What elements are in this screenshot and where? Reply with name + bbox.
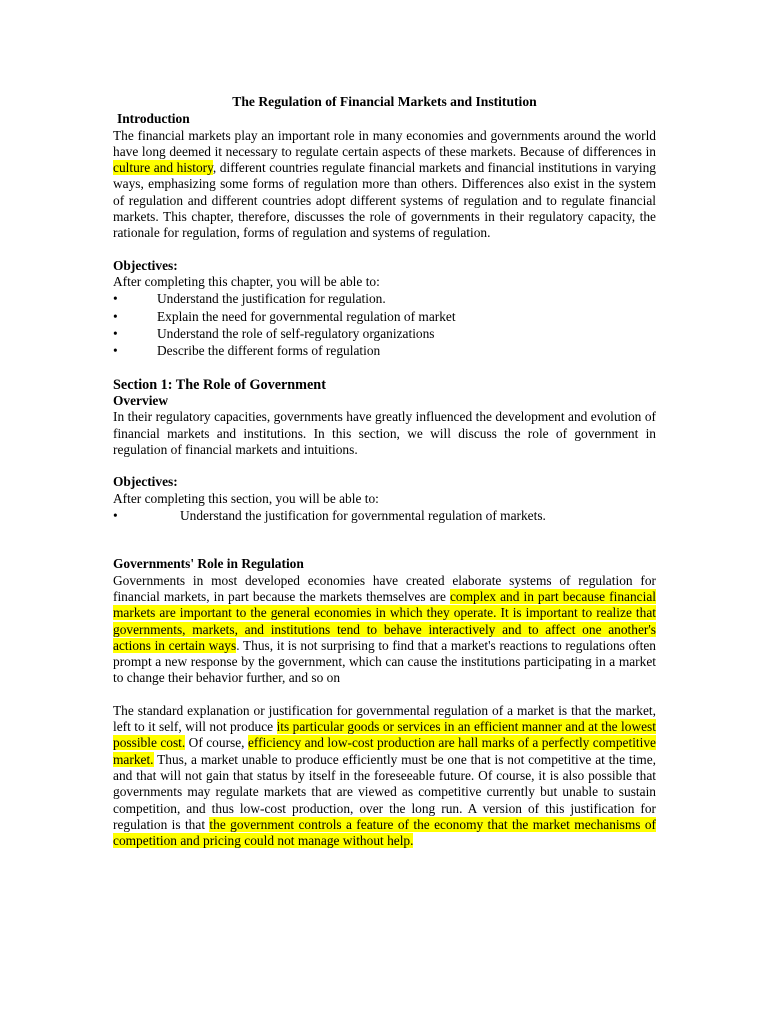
list-item (113, 290, 656, 307)
list-item (113, 308, 656, 325)
bullet-icon: • (113, 507, 118, 523)
intro-text-2: , different countries regulate financial markets and financial institutions in varying ways, emphasizing some forms of regulation more than others. Differences also exist in the system of regulation and different countries adopt different systems of regulation and to regulate financial markets. This chapter, therefore, discusses the role of governments in their regulatory capacity, the rationale for regulation, forms of regulation and systems of regulation. (113, 160, 656, 241)
intro-text-1: The financial markets play an important role in many economies and governments around the world have long deemed it necessary to regulate certain aspects of these markets. Because of differences in (113, 127, 656, 159)
objectives-lead-chapter: After completing this chapter, you will be able to: (113, 273, 380, 289)
list-item-text: Understand the justification for regulation. (157, 291, 386, 307)
gov-text-2a: The standard explanation or justification for governmental regulation of a market is that the market, left to it self, will not produce (113, 702, 656, 735)
list-item (113, 342, 656, 359)
objectives-heading-chapter: Objectives: (113, 257, 178, 273)
governments-role-heading: Governments' Role in Regulation (113, 556, 304, 572)
objectives-lead-section: After completing this section, you will be able to: (113, 490, 379, 506)
highlight-efficient-manner: its particular goods or services in an efficient manner and at the lowest possible cost. (113, 719, 656, 751)
list-item (113, 325, 656, 342)
highlight-culture-history: culture and history (113, 160, 213, 176)
section-1-heading: Section 1: The Role of Government (113, 376, 326, 393)
document-body (113, 94, 656, 849)
gov-text-1a: Governments in most developed economies have created elaborate systems of regulation for financial markets, in part because the markets themselves are (113, 572, 656, 604)
highlight-complex-markets: complex and in part because financial markets are important to the general economies in which they operate. It is important to realize that governments, markets, and institutions tend to behave interactively and to affect one another's actions in certain ways (113, 588, 656, 653)
list-item-text: Describe the different forms of regulation (157, 343, 381, 359)
list-item-text: Explain the need for governmental regulation of market (157, 308, 456, 324)
list-item (113, 507, 656, 524)
gov-text-2c: Thus, a market unable to produce efficiently must be one that is not competitive at the time, and that will not gain that status by itself in the foreseeable future. Of course, it is also possible that governments may regulate markets that are viewed as competitive currently but unable to sustain competition, and thus low-cost production, over the long run. A version of this justification for regulation is that (113, 751, 656, 832)
overview-heading: Overview (113, 393, 169, 409)
introduction-paragraph (113, 128, 656, 242)
highlight-government-controls: the government controls a feature of the economy that the market mechanisms of competition and pricing could not manage without help. (113, 816, 656, 849)
objectives-list-section (113, 507, 656, 524)
bullet-icon: • (113, 291, 118, 307)
gov-text-1b: . Thus, it is not surprising to find that a market's reactions to regulations often prompt a new response by the government, which can cause the institutions participating in a market to change their behavior further, and so on (113, 637, 657, 686)
overview-paragraph: In their regulatory capacities, governments have greatly influenced the development and evolution of financial markets and institutions. In this section, we will discuss the role of government in regulation of financial markets and intuitions. (113, 409, 656, 458)
introduction-heading: Introduction (117, 111, 190, 127)
list-item-text: Understand the role of self-regulatory organizations (157, 326, 435, 342)
bullet-icon: • (113, 343, 118, 359)
governments-role-paragraph-1 (113, 573, 656, 687)
list-item-text: Understand the justification for governmental regulation of markets. (180, 507, 546, 523)
highlight-efficiency-low-cost: efficiency and low-cost production are hall marks of a perfectly competitive market. (113, 735, 656, 767)
bullet-icon: • (113, 308, 118, 324)
objectives-list-chapter (113, 290, 656, 360)
governments-role-paragraph-2 (113, 703, 656, 850)
document-title: The Regulation of Financial Markets and Institution (232, 94, 537, 109)
objectives-heading-section: Objectives: (113, 474, 178, 490)
gov-text-2b: Of course, (185, 735, 248, 751)
bullet-icon: • (113, 326, 118, 342)
